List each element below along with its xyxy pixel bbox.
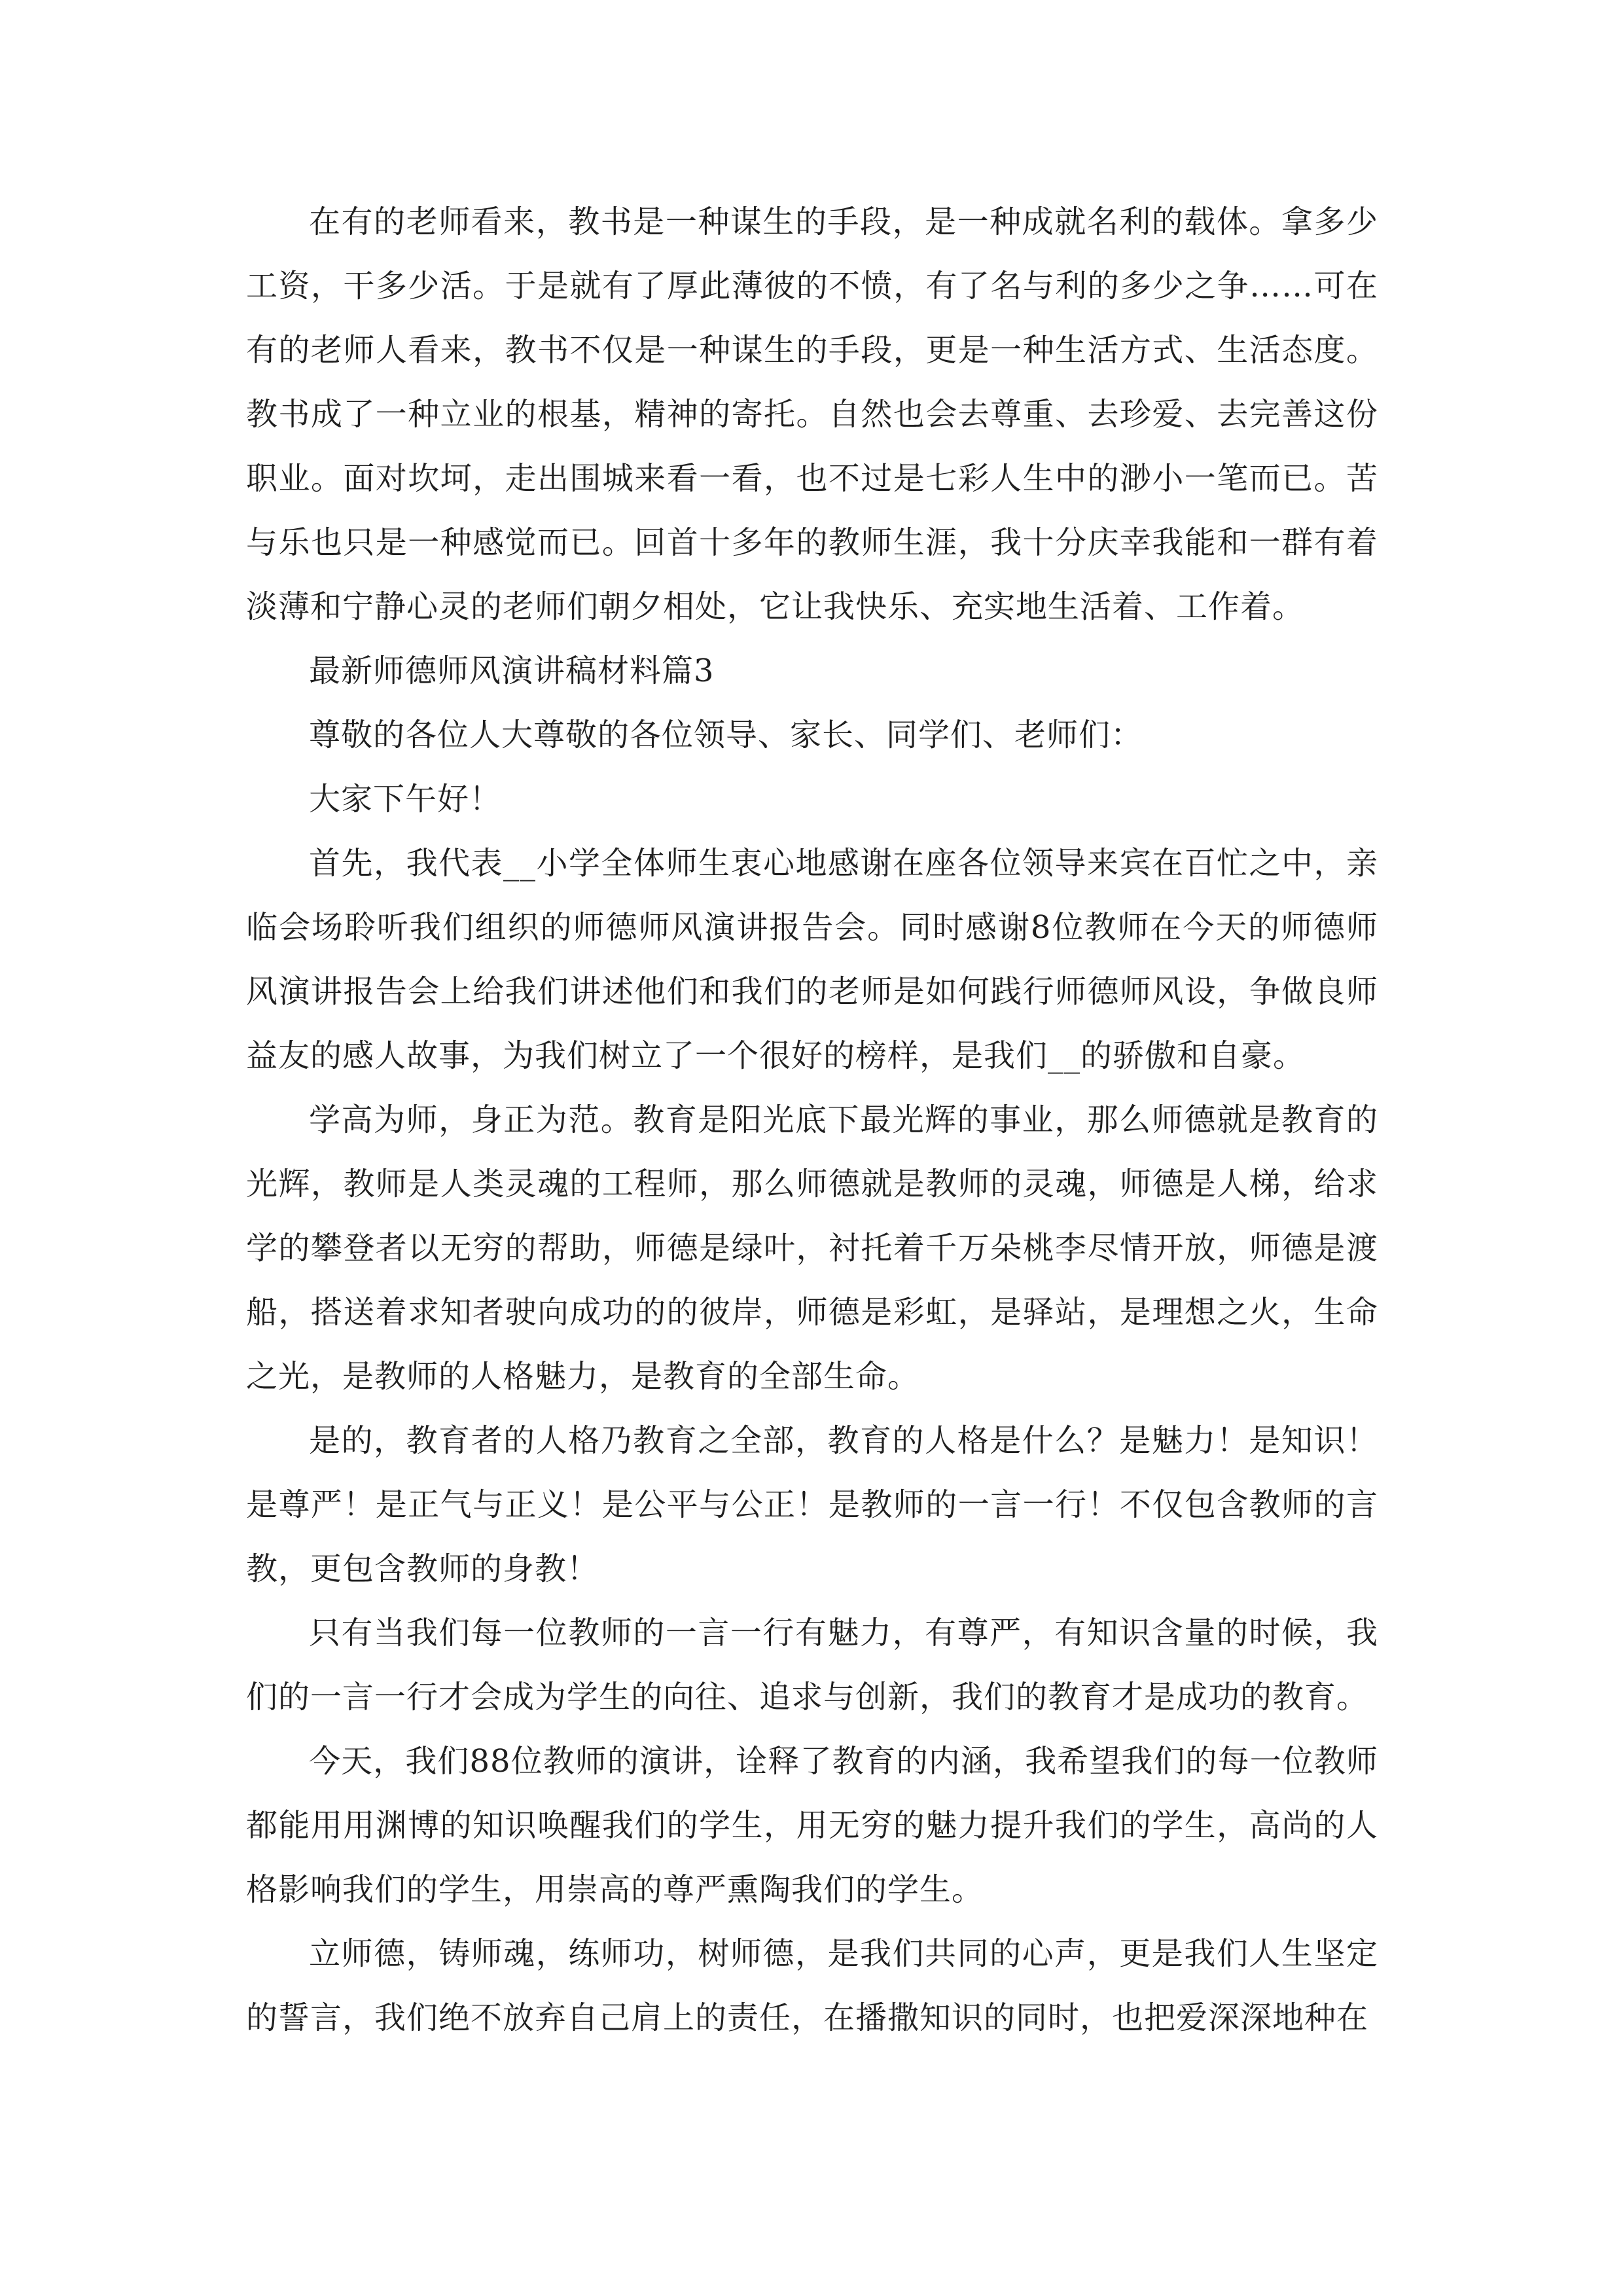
paragraph-charm: 只有当我们每一位教师的一言一行有魅力，有尊严，有知识含量的时候，我们的一言一行才会成为学生的向往、追求与创新，我们的教育才是成功的教育。 [246, 1615, 1378, 1715]
document-body [246, 190, 1378, 2050]
paragraph-teaching-views: 在有的老师看来，教书是一种谋生的手段，是一种成就名利的载体。拿多少工资，干多少活。于是就有了厚此薄彼的不愤，有了名与利的多少之争……可在有的老师人看来，教书不仅是一种谋生的手段，更是一种生活方式、生活态度。教书成了一种立业的根基，精神的寄托。自然也会去尊重、去珍爱、去完善这份职业。面对坎坷，走出围城来看一看，也不过是七彩人生中的渺小一笔而已。苦与乐也只是一种感觉而已。回首十多年的教师生涯，我十分庆幸我能和一群有着淡薄和宁静心灵的老师们朝夕相处，它让我快乐、充实地生活着、工作着。 [246, 204, 1378, 625]
paragraph-speeches: 今天，我们88位教师的演讲，诠释了教育的内涵，我希望我们的每一位教师都能用用渊博的知识唤醒我们的学生，用无穷的魅力提升我们的学生，高尚的人格影响我们的学生，用崇高的尊严熏陶我们的学生。 [246, 1743, 1378, 1908]
paragraph-teacher-ethics: 学高为师，身正为范。教育是阳光底下最光辉的事业，那么师德就是教育的光辉，教师是人类灵魂的工程师，那么师德就是教师的灵魂，师德是人梯，给求学的攀登者以无穷的帮助，师德是绿叶，衬托着千万朵桃李尽情开放，师德是渡船，搭送着求知者驶向成功的的彼岸，师德是彩虹，是驿站，是理想之火，生命之光，是教师的人格魅力，是教育的全部生命。 [246, 1102, 1378, 1395]
greeting: 大家下午好！ [309, 781, 502, 817]
paragraph-personality: 是的，教育者的人格乃教育之全部，教育的人格是什么？是魅力！是知识！是尊严！是正气与正义！是公平与公正！是教师的一言一行！不仅包含教师的言教，更包含教师的身教！ [246, 1422, 1378, 1587]
salutation: 尊敬的各位人大尊敬的各位领导、家长、同学们、老师们： [309, 717, 1143, 753]
paragraph-thanks: 首先，我代表__小学全体师生衷心地感谢在座各位领导来宾在百忙之中，亲临会场聆听我们组织的师德师风演讲报告会。同时感谢8位教师在今天的师德师风演讲报告会上给我们讲述他们和我们的老师是如何践行师德师风设，争做良师益友的感人故事，为我们树立了一个很好的榜样，是我们__的骄傲和自豪。 [246, 845, 1378, 1074]
paragraph-vow: 立师德，铸师魂，练师功，树师德，是我们共同的心声，更是我们人生坚定的誓言，我们绝不放弃自己肩上的责任，在播撒知识的同时，也把爱深深地种在 [246, 1935, 1378, 2036]
section-heading: 最新师德师风演讲稿材料篇3 [309, 653, 715, 689]
